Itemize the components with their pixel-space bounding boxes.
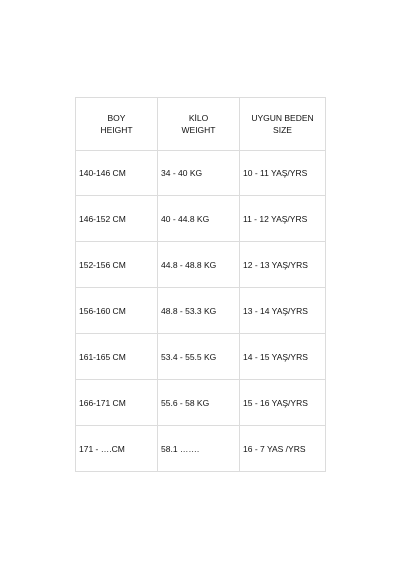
cell-size: 14 - 15 YAŞ/YRS (240, 334, 326, 380)
cell-size: 12 - 13 YAŞ/YRS (240, 242, 326, 288)
header-weight (158, 98, 240, 151)
header-height-en: HEIGHT (100, 125, 133, 135)
cell-size: 13 - 14 YAŞ/YRS (240, 288, 326, 334)
header-size-en: SIZE (273, 125, 292, 135)
cell-size: 10 - 11 YAŞ/YRS (240, 151, 326, 196)
cell-weight: 34 - 40 KG (158, 151, 240, 196)
size-chart-table (75, 97, 326, 472)
table-row (76, 334, 326, 380)
header-size-tr: UYGUN BEDEN (251, 113, 314, 123)
header-height (76, 98, 158, 151)
cell-weight: 58.1 ……. (158, 426, 240, 472)
header-weight-en: WEIGHT (181, 125, 216, 135)
table-row (76, 426, 326, 472)
cell-size: 15 - 16 YAŞ/YRS (240, 380, 326, 426)
cell-size: 16 - 7 YAS /YRS (240, 426, 326, 472)
table-row (76, 288, 326, 334)
cell-height: 140-146 CM (76, 151, 158, 196)
cell-height: 146-152 CM (76, 196, 158, 242)
table-row (76, 380, 326, 426)
cell-size: 11 - 12 YAŞ/YRS (240, 196, 326, 242)
cell-weight: 55.6 - 58 KG (158, 380, 240, 426)
table-row (76, 151, 326, 196)
cell-weight: 53.4 - 55.5 KG (158, 334, 240, 380)
cell-height: 152-156 CM (76, 242, 158, 288)
cell-weight: 48.8 - 53.3 KG (158, 288, 240, 334)
cell-weight: 44.8 - 48.8 KG (158, 242, 240, 288)
header-size (240, 98, 326, 151)
header-height-tr: BOY (107, 113, 126, 123)
cell-height: 166-171 CM (76, 380, 158, 426)
table-row (76, 196, 326, 242)
cell-height: 171 - ….CM (76, 426, 158, 472)
header-weight-tr: KİLO (188, 113, 209, 123)
table-header-row (76, 98, 326, 151)
table-row (76, 242, 326, 288)
cell-height: 161-165 CM (76, 334, 158, 380)
cell-height: 156-160 CM (76, 288, 158, 334)
cell-weight: 40 - 44.8 KG (158, 196, 240, 242)
